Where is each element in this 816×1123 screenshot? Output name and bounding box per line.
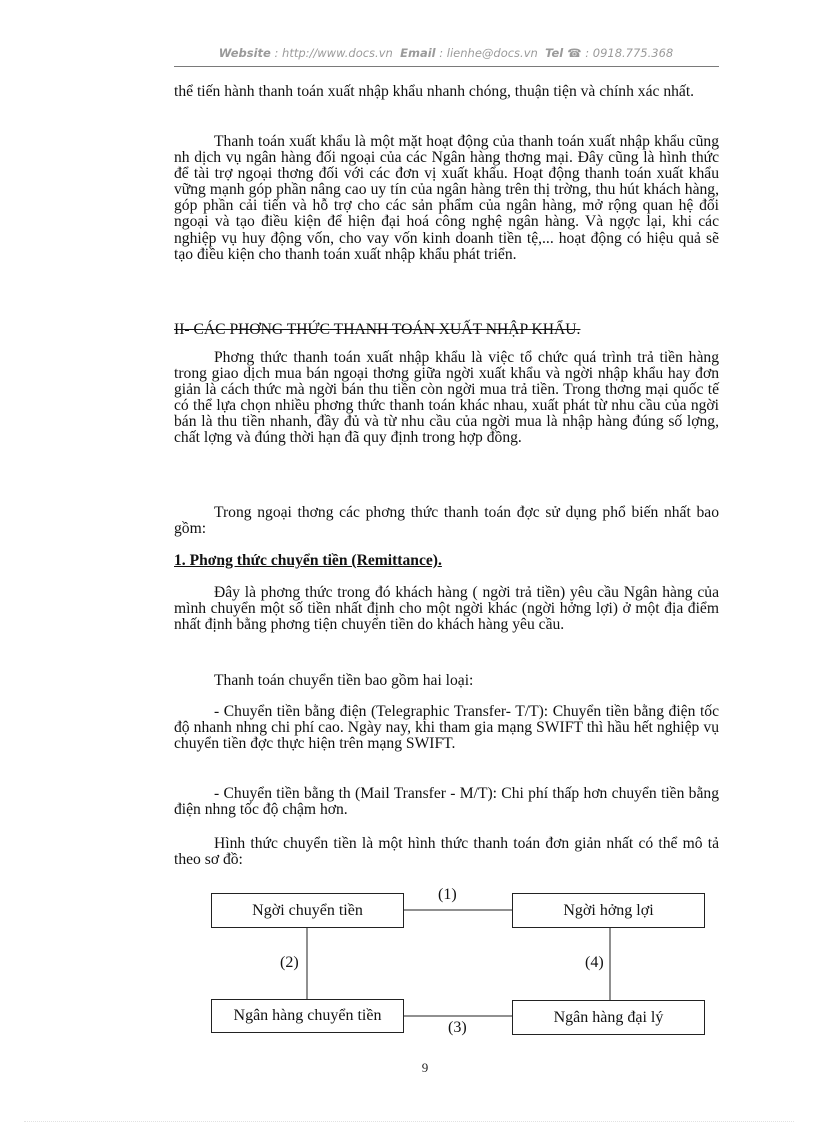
section-heading-remittance: 1. Phơng thức chuyển tiền (Remittance). — [174, 552, 442, 569]
edge-label-4: (4) — [585, 954, 604, 971]
paragraph-telegraphic-transfer: - Chuyển tiền bằng điện (Telegraphic Transfer- T/T): Chuyển tiền bằng điện tốc độ nhanh nhng chi phí cao. Ngày nay, khi tham gia mạng SWIFT thì hầu hết nghiệp vụ chuyển tiền đợc thực hiện trên mạng SWIFT. — [174, 703, 719, 753]
node-agent-bank-label: Ngân hàng đại lý — [553, 1008, 664, 1026]
node-agent-bank — [512, 1000, 705, 1035]
website-label: Website — [218, 46, 271, 60]
paragraph-payment-methods: Phơng thức thanh toán xuất nhập khẩu là việc tổ chức quá trình trả tiền hàng trong giao dịch mua bán ngoại thơng giữa ngời xuất khẩu và ngời nhập khẩu hay đơn giản là cách thức mà ngời bán thu tiền còn ngời mua trả tiền. Trong thơng mại quốc tế có thể lựa chọn nhiều phơng thức thanh toán khác nhau, xuất phát từ nhu cầu của ngời bán là thu tiền nhanh, đầy đủ và từ nhu cầu của ngời mua là nhập hàng đúng số lợng, chất lợng và đúng thời hạn đã quy định trong hợp đồng. — [174, 349, 719, 447]
page-number: 9 — [421, 1060, 429, 1075]
email-label: Email — [400, 46, 436, 60]
node-remitting-bank — [211, 999, 404, 1033]
paragraph-remittance-types: Thanh toán chuyển tiền bao gồm hai loại: — [214, 672, 474, 689]
footer-dotted-rule — [24, 1121, 794, 1122]
node-beneficiary-label: Ngời hởng lợi — [563, 901, 654, 919]
node-payer — [211, 893, 404, 928]
node-remitting-bank-label: Ngân hàng chuyển tiền — [233, 1007, 382, 1024]
tel-value: : 0918.775.368 — [585, 46, 674, 60]
email-link[interactable]: : lienhe@docs.vn — [439, 46, 538, 60]
tel-label: Tel ☎ — [545, 46, 582, 60]
edge-label-1: (1) — [438, 886, 457, 903]
edge-label-3: (3) — [448, 1019, 467, 1036]
website-link[interactable]: : http://www.docs.vn — [274, 46, 393, 60]
paragraph-common-methods: Trong ngoại thơng các phơng thức thanh toán đợc sử dụng phổ biến nhất bao gồm: — [174, 504, 719, 538]
paragraph-export-payment: Thanh toán xuất khẩu là một mặt hoạt động của thanh toán xuất nhập khẩu cũng nh dịch vụ ngân hàng đối ngoại của các Ngân hàng thơng mại. Đây cũng là hình thức để tài trợ ngoại thơng đối với các đơn vị xuất khẩu. Hoạt động thanh toán xuất khẩu vững mạnh góp phần nâng cao uy tín của ngân hàng trên thị trờng, thu hút khách hàng, góp phần cải tiến và hỗ trợ cho các sản phẩm của ngân hàng, mở rộng quan hệ đối ngoại và tạo điều kiện để hiện đại hoá công nghệ ngân hàng. Và ngợc lại, khi các nghiệp vụ huy động vốn, cho vay vốn kinh doanh tiền tệ,... hoạt động có hiệu quả sẽ tạo điều kiện cho thanh toán xuất nhập khẩu phát triển. — [174, 133, 719, 263]
page-header — [176, 46, 716, 60]
paragraph-diagram-intro: Hình thức chuyển tiền là một hình thức thanh toán đơn giản nhất có thể mô tả theo sơ đồ: — [174, 835, 719, 869]
paragraph-intro-continued: thể tiến hành thanh toán xuất nhập khẩu nhanh chóng, thuận tiện và chính xác nhất. — [174, 83, 695, 100]
paragraph-remittance-definition: Đây là phơng thức trong đó khách hàng ( ngời trả tiền) yêu cầu Ngân hàng của mình chuyển một số tiền nhất định cho một ngời khác (ngời hởng lợi) ở một địa điểm nhất định bằng phơng tiện chuyển tiền do khách hàng yêu cầu. — [174, 584, 719, 634]
edge-label-2: (2) — [280, 954, 299, 971]
header-divider — [174, 66, 719, 67]
section-heading-ii: II- CÁC PHƠNG THỨC THANH TOÁN XUẤT NHẬP KHẨU. — [174, 321, 581, 338]
node-beneficiary — [512, 893, 705, 928]
paragraph-mail-transfer: - Chuyển tiền bằng th (Mail Transfer - M/T): Chi phí thấp hơn chuyển tiền bằng điện nhng tốc độ chậm hơn. — [174, 785, 719, 819]
node-payer-label: Ngời chuyển tiền — [252, 901, 363, 919]
